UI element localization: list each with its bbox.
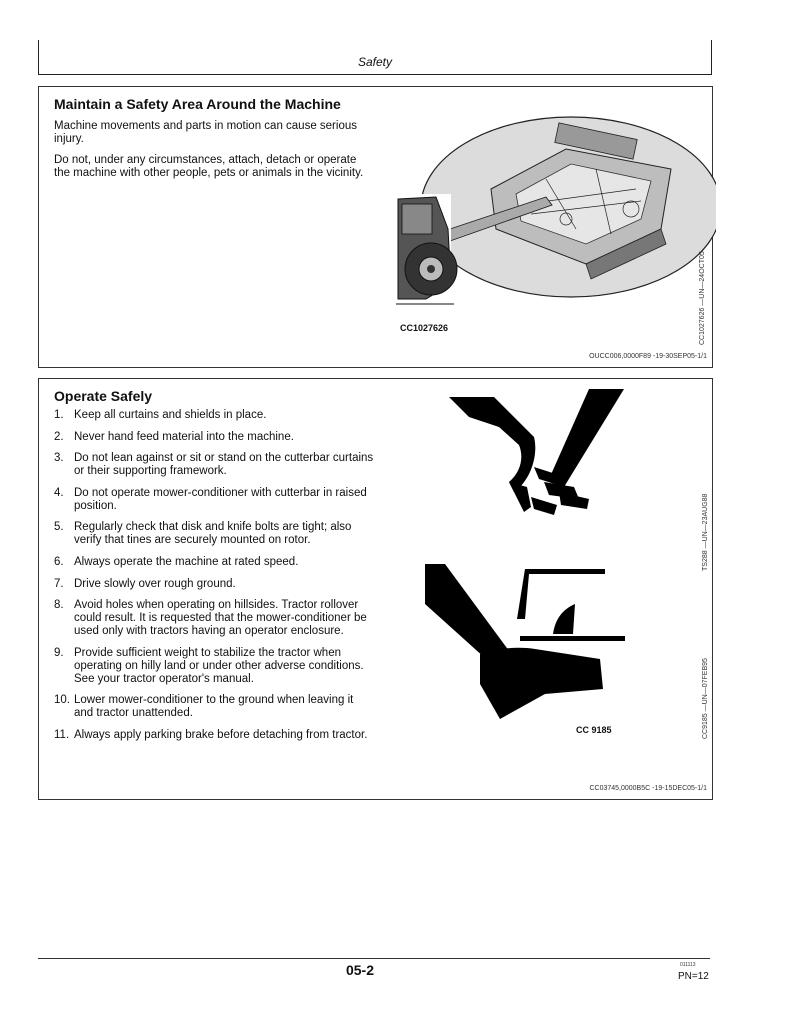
item-text: Never hand feed material into the machine. bbox=[74, 430, 294, 443]
figure-label: CC 9185 bbox=[576, 725, 612, 735]
foot-guard-hazard-icon bbox=[425, 564, 625, 719]
list-item bbox=[54, 409, 374, 422]
hand-blade-hazard-icon bbox=[439, 387, 649, 537]
side-code: CC1027626 —UN—24OCT05 bbox=[699, 251, 706, 345]
item-number: 11. bbox=[54, 728, 70, 741]
section-title: Maintain a Safety Area Around the Machine bbox=[54, 96, 341, 112]
pn-label: PN=12 bbox=[678, 971, 709, 982]
side-code: TS288 —UN—23AUG88 bbox=[702, 493, 709, 571]
section-safety-area bbox=[38, 86, 713, 368]
mower-tractor-illustration bbox=[396, 109, 716, 319]
item-text: Keep all curtains and shields in place. bbox=[74, 409, 267, 421]
item-number: 6. bbox=[54, 555, 64, 568]
section-title: Operate Safely bbox=[54, 388, 153, 404]
small-code: 011113 bbox=[680, 962, 696, 968]
item-text: Regularly check that disk and knife bolts are tight; also verify that tines are securely mounted on rotor. bbox=[74, 521, 352, 547]
list-item bbox=[54, 578, 374, 591]
footer-code: OUCC006,0000F89 -19-30SEP05-1/1 bbox=[589, 353, 707, 360]
item-number: 2. bbox=[54, 430, 64, 443]
item-number: 8. bbox=[54, 599, 64, 612]
item-number: 5. bbox=[54, 521, 64, 534]
list-item bbox=[54, 599, 374, 638]
paragraph: Do not, under any circumstances, attach, detach or operate the machine with other people, pets or animals in the vicinity. bbox=[54, 154, 364, 179]
page-number: 05-2 bbox=[345, 962, 375, 978]
item-text: Avoid holes when operating on hillsides. Tractor rollover could result. It is requested that the mower-conditioner be used only with tractors having an operator enclosure. bbox=[74, 599, 367, 638]
item-text: Lower mower-conditioner to the ground when leaving it and tractor unattended. bbox=[74, 694, 354, 720]
list-item bbox=[54, 452, 374, 478]
item-number: 3. bbox=[54, 452, 64, 465]
safety-list bbox=[54, 409, 374, 751]
item-number: 1. bbox=[54, 409, 64, 421]
paragraph: Machine movements and parts in motion can cause serious injury. bbox=[54, 120, 357, 145]
list-item bbox=[54, 431, 374, 444]
side-code: CC9185 —UN—07FEB95 bbox=[702, 658, 709, 739]
item-number: 10. bbox=[54, 694, 70, 707]
list-item bbox=[54, 647, 374, 686]
item-number: 7. bbox=[54, 577, 64, 590]
item-text: Drive slowly over rough ground. bbox=[74, 577, 236, 590]
list-item bbox=[54, 729, 374, 742]
item-text: Do not operate mower-conditioner with cutterbar in raised position. bbox=[74, 486, 367, 512]
item-text: Always operate the machine at rated speed. bbox=[74, 555, 299, 568]
footer-rule bbox=[38, 958, 710, 959]
list-item bbox=[54, 556, 374, 569]
item-text: Do not lean against or sit or stand on the cutterbar curtains or their supporting framework. bbox=[74, 452, 374, 478]
section-operate-safely bbox=[38, 378, 713, 800]
item-number: 9. bbox=[54, 646, 64, 659]
item-number: 4. bbox=[54, 486, 64, 499]
list-item bbox=[54, 487, 374, 513]
footer-code: CC03745,0000B5C -19-15DEC05-1/1 bbox=[589, 785, 707, 792]
list-item bbox=[54, 694, 374, 720]
item-text: Always apply parking brake before detaching from tractor. bbox=[74, 728, 368, 741]
item-text: Provide sufficient weight to stabilize the tractor when operating on hilly land or under other adverse conditions. See your tractor operator's manual. bbox=[74, 646, 364, 685]
list-item bbox=[54, 521, 374, 547]
figure-label: CC1027626 bbox=[400, 323, 449, 333]
header-title: Safety bbox=[357, 55, 393, 69]
